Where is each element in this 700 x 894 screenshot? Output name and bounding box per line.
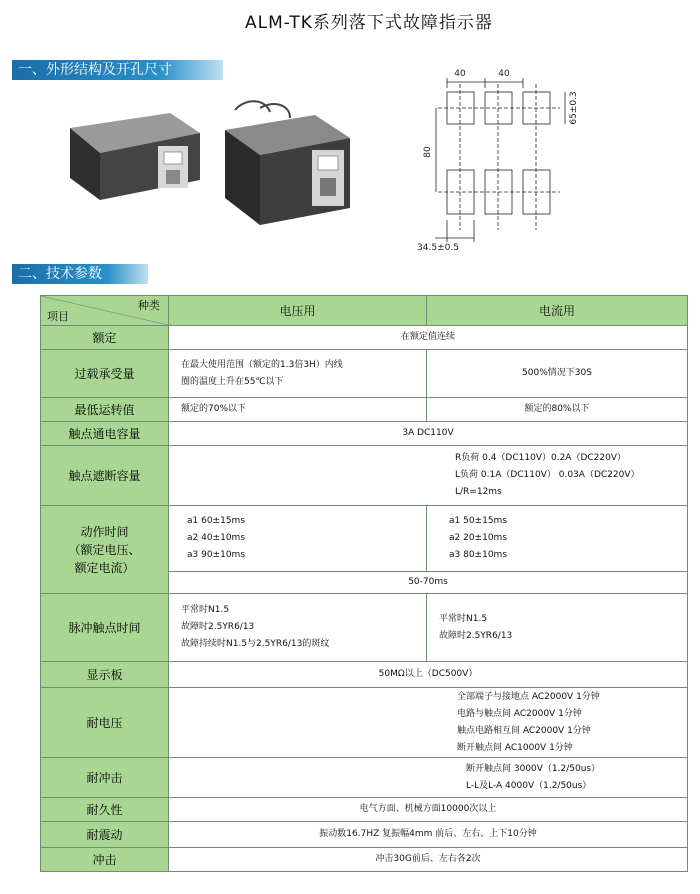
corner-cell (41, 296, 169, 326)
table-row (41, 350, 688, 398)
row-label-rated: 额定 (41, 326, 169, 350)
text-line: （额定电压、 (68, 542, 141, 557)
table-row (41, 758, 688, 798)
text-line: L负荷 0.1A（DC110V） 0.03A（DC220V） (455, 470, 640, 480)
text-line: 圈的温度上升在55℃以下 (181, 376, 284, 387)
row-label-vibration: 耐震动 (41, 822, 169, 848)
table-header-row (41, 296, 688, 326)
rated-value: 在额定值连续 (169, 326, 688, 350)
dim-width-2: 40 (498, 69, 510, 79)
corner-type-label: 种类 (138, 299, 160, 312)
col-header-current: 电流用 (427, 296, 688, 326)
device-photo-rear (220, 100, 360, 230)
row-label-min-op: 最低运转值 (41, 398, 169, 422)
durability-value: 电气方面、机械方面10000次以上 (169, 798, 688, 822)
text-line: L/R=12ms (455, 487, 502, 497)
impulse-value (169, 758, 688, 798)
text-line: 平常时N1.5 (439, 613, 488, 624)
text-line: L-L及L-A 4000V（1.2/50us） (466, 780, 592, 791)
row-label-action-time (41, 506, 169, 594)
text-line: 故障持续时N1.5与2.5YR6/13的斑纹 (181, 639, 330, 649)
text-line: 在最大使用范围（额定的1.3倍3H）内线 (181, 359, 343, 370)
section-heading-specs: 二、技术参数 (12, 264, 148, 284)
table-row (41, 506, 688, 572)
overload-current: 500%情况下30S (427, 350, 688, 398)
action-time-current (427, 506, 688, 572)
table-row (41, 848, 688, 872)
row-label-pulse: 脉冲触点时间 (41, 594, 169, 662)
pulse-voltage (169, 594, 427, 662)
min-op-voltage: 额定的70%以下 (169, 398, 427, 422)
table-row (41, 594, 688, 662)
row-label-durability: 耐久性 (41, 798, 169, 822)
spec-table (40, 295, 688, 872)
text-line: 故障时2.5YR6/13 (181, 622, 255, 632)
dim-width-1: 40 (454, 69, 466, 79)
row-label-overload: 过载承受量 (41, 350, 169, 398)
col-header-voltage: 电压用 (169, 296, 427, 326)
action-time-voltage (169, 506, 427, 572)
row-label-display: 显示板 (41, 662, 169, 688)
dim-hole-width: 34.5±0.5 (417, 243, 459, 253)
vibration-value: 振动数16.7HZ 复振幅4mm 前后、左右、上下10分钟 (169, 822, 688, 848)
page-title: ALM-TK系列落下式故障指示器 (245, 13, 493, 33)
display-value: 50MΩ以上（DC500V） (169, 662, 688, 688)
text-line: a3 90±10ms (187, 550, 246, 560)
section-heading-dimensions: 一、外形结构及开孔尺寸 (12, 60, 223, 80)
corner-item-label: 项目 (47, 310, 69, 323)
overload-voltage (169, 350, 427, 398)
withstand-value (169, 688, 688, 758)
table-row (41, 822, 688, 848)
text-line: a1 50±15ms (449, 516, 508, 526)
table-row (41, 798, 688, 822)
text-line: 平常时N1.5 (181, 605, 230, 615)
text-line: a1 60±15ms (187, 516, 246, 526)
break-cap-value (169, 446, 688, 506)
dim-height: 65±0.3 (569, 91, 579, 125)
text-line: 电路与触点间 AC2000V 1分钟 (457, 708, 582, 719)
row-label-impulse: 耐冲击 (41, 758, 169, 798)
row-label-contact-cap: 触点通电容量 (41, 422, 169, 446)
table-row (41, 446, 688, 506)
table-row (41, 662, 688, 688)
contact-cap-value: 3A DC110V (169, 422, 688, 446)
text-line: 故障时2.5YR6/13 (439, 630, 513, 641)
row-label-shock: 冲击 (41, 848, 169, 872)
text-line: 动作时间 (80, 524, 129, 539)
row-label-withstand: 耐电压 (41, 688, 169, 758)
table-row (41, 398, 688, 422)
table-row (41, 422, 688, 446)
action-sub-value: 50-70ms (169, 572, 688, 594)
dim-pitch: 80 (423, 146, 433, 158)
table-row (41, 326, 688, 350)
shock-value: 冲击30G前后、左右各2次 (169, 848, 688, 872)
text-line: 断开触点间 3000V（1.2/50us） (466, 763, 601, 774)
text-line: 触点电路相互间 AC2000V 1分钟 (457, 725, 591, 736)
text-line: a2 40±10ms (187, 533, 246, 543)
cutout-dimension-drawing (400, 60, 590, 260)
table-row (41, 688, 688, 758)
text-line: R负荷 0.4（DC110V）0.2A（DC220V） (455, 453, 626, 463)
device-photo-front (60, 108, 205, 203)
text-line: a2 20±10ms (449, 533, 508, 543)
row-label-break-cap: 触点遮断容量 (41, 446, 169, 506)
pulse-current (427, 594, 688, 662)
text-line: 额定电流） (74, 560, 135, 575)
text-line: 全部端子与接地点 AC2000V 1分钟 (457, 691, 600, 702)
min-op-current: 额定的80%以下 (427, 398, 688, 422)
text-line: a3 80±10ms (449, 550, 508, 560)
text-line: 断开触点间 AC1000V 1分钟 (457, 742, 573, 753)
